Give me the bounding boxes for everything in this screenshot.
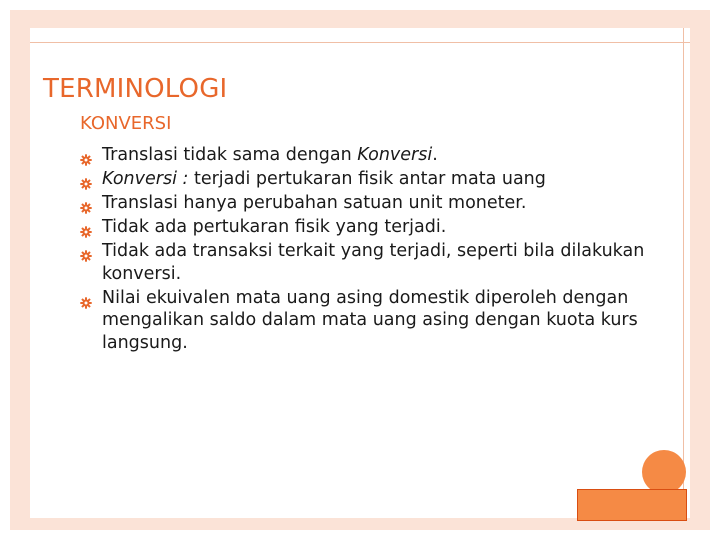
bullet-text: Nilai ekuivalen mata uang asing domestik diperoleh dengan mengalikan saldo dalam mata uang asing dengan kuota kurs langsung.	[102, 287, 638, 353]
bullet-item	[80, 287, 690, 355]
gear-icon	[80, 222, 92, 234]
bullet-item	[80, 144, 690, 167]
slide-title: TERMINOLOGI	[43, 74, 228, 104]
bullet-list	[80, 144, 690, 356]
slide-subtitle: KONVERSI	[80, 113, 172, 134]
bullet-text: Tidak ada pertukaran fisik yang terjadi.	[102, 217, 447, 237]
gear-icon	[80, 198, 92, 210]
bullet-text: Konversi :	[102, 169, 194, 189]
decorative-orange-rectangle	[577, 489, 687, 521]
bullet-text: terjadi pertukaran fisik antar mata uang	[193, 169, 546, 189]
bullet-item	[80, 216, 690, 239]
decorative-top-line	[30, 42, 690, 43]
gear-icon	[80, 293, 92, 305]
bullet-item	[80, 240, 690, 285]
gear-icon	[80, 174, 92, 186]
gear-icon	[80, 246, 92, 258]
decorative-orange-circle	[642, 450, 686, 494]
bullet-item	[80, 168, 690, 191]
bullet-item	[80, 192, 690, 215]
bullet-text: Translasi hanya perubahan satuan unit moneter.	[102, 193, 527, 213]
gear-icon	[80, 150, 92, 162]
bullet-text: Konversi	[357, 145, 433, 165]
bullet-text: .	[432, 145, 438, 165]
bullet-text: Tidak ada transaksi terkait yang terjadi, seperti bila dilakukan konversi.	[102, 241, 645, 284]
bullet-text: Translasi tidak sama dengan	[102, 145, 358, 165]
